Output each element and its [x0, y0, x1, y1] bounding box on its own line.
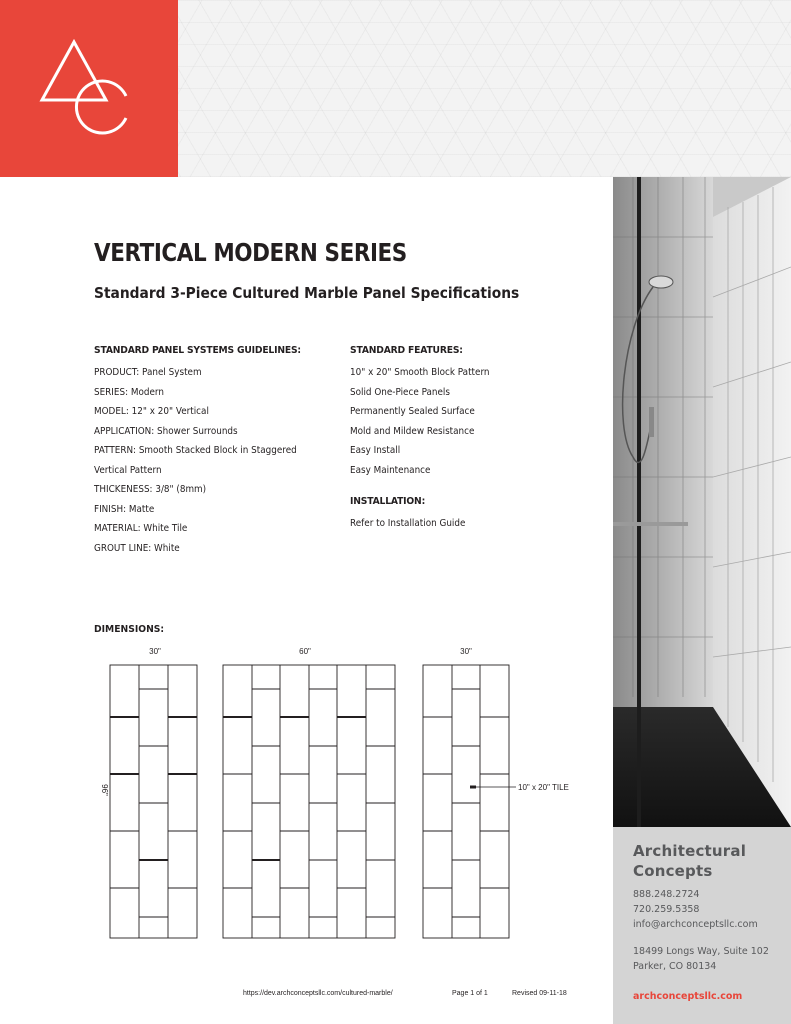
company-name-line1: Architectural: [633, 842, 747, 860]
phone-1[interactable]: 888.248.2724: [633, 889, 700, 900]
feature-line: Permanently Sealed Surface: [350, 406, 475, 417]
width-label-center: 60": [299, 647, 311, 656]
height-label: 96": [100, 784, 109, 796]
features-heading: STANDARD FEATURES:: [350, 345, 463, 356]
feature-line: Easy Maintenance: [350, 464, 431, 476]
address-line-2: Parker, CO 80134: [633, 961, 717, 972]
address-line-1: 18499 Longs Way, Suite 102: [633, 946, 769, 957]
footer-page: Page 1 of 1: [452, 990, 488, 997]
page-title: VERTICAL MODERN SERIES: [94, 238, 407, 267]
spec-line: SERIES: Modern: [94, 386, 164, 398]
installation-text[interactable]: Refer to Installation Guide: [350, 518, 466, 529]
spec-line: GROUT LINE: White: [94, 542, 180, 554]
phone-2[interactable]: 720.259.5358: [633, 904, 700, 915]
shower-photo-image: [613, 177, 791, 827]
spec-line: MODEL: 12" x 20" Vertical: [94, 406, 209, 417]
guidelines-heading: STANDARD PANEL SYSTEMS GUIDELINES:: [94, 345, 301, 356]
shower-photo: [613, 177, 791, 827]
spec-line: Vertical Pattern: [94, 464, 162, 476]
dimensions-heading: DIMENSIONS:: [94, 624, 165, 635]
feature-line: 10" x 20" Smooth Block Pattern: [350, 367, 490, 378]
page-subtitle: Standard 3-Piece Cultured Marble Panel Specifications: [94, 284, 520, 302]
panel-center: [223, 665, 395, 938]
feature-line: Solid One-Piece Panels: [350, 386, 450, 398]
spec-line: APPLICATION: Shower Surrounds: [94, 425, 238, 437]
installation-heading: INSTALLATION:: [350, 496, 426, 507]
guidelines-section: [94, 344, 344, 558]
logo-block: [0, 0, 178, 177]
company-name-line2: Concepts: [633, 862, 713, 880]
email-link[interactable]: info@archconceptsllc.com: [633, 919, 758, 930]
tile-callout-marker: [470, 786, 476, 789]
feature-line: Easy Install: [350, 445, 401, 456]
dimensions-diagram: [80, 640, 610, 950]
contact-panel: [613, 827, 791, 1024]
website-link[interactable]: archconceptsllc.com: [633, 991, 743, 1002]
spec-line: THICKENESS: 3/8" (8mm): [94, 484, 207, 495]
width-label-right: 30": [460, 647, 472, 656]
footer-revised: Revised 09-11-18: [512, 990, 567, 997]
tile-callout-label: 10" x 20" TILE: [518, 783, 569, 792]
spec-line: FINISH: Matte: [94, 503, 155, 515]
footer-url[interactable]: https://dev.archconceptsllc.com/cultured-marble/: [243, 990, 393, 997]
panel-left: [110, 665, 197, 938]
features-section: [350, 344, 600, 534]
spec-line: PATTERN: Smooth Stacked Block in Staggered: [94, 445, 297, 456]
feature-line: Mold and Mildew Resistance: [350, 425, 475, 437]
spec-line: PRODUCT: Panel System: [94, 367, 202, 378]
spec-line: MATERIAL: White Tile: [94, 523, 188, 534]
ac-logo: [36, 36, 136, 136]
width-label-left: 30": [149, 647, 161, 656]
panel-right: [423, 665, 509, 938]
